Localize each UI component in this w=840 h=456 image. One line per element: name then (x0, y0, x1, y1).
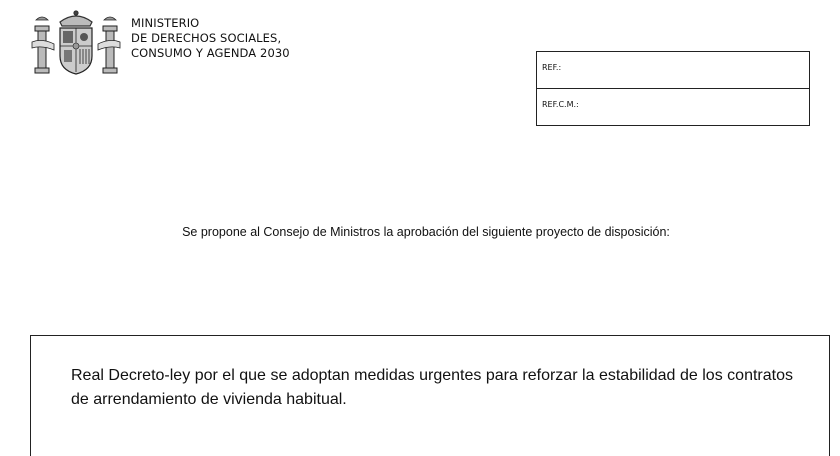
decree-title: Real Decreto-ley por el que se adoptan medidas urgentes para reforzar la estabilidad de los contratos de arrendamiento de vivienda habitual. (71, 367, 793, 408)
proposal-text: Se propone al Consejo de Ministros la aprobación del siguiente proyecto de disposición: (182, 225, 670, 239)
reference-box (536, 51, 810, 126)
ministry-line-1: MINISTERIO (131, 16, 200, 30)
coat-of-arms-logo (30, 8, 122, 78)
ministry-name (131, 16, 290, 61)
ministry-line-2: DE DERECHOS SOCIALES, (131, 31, 282, 45)
ministry-line-3: CONSUMO Y AGENDA 2030 (131, 46, 290, 60)
ref-label: REF.: (542, 63, 562, 72)
ref-cm-row (537, 88, 809, 125)
decree-box (30, 335, 830, 456)
ref-row (537, 52, 809, 88)
ref-cm-label: REF.C.M.: (542, 100, 579, 109)
